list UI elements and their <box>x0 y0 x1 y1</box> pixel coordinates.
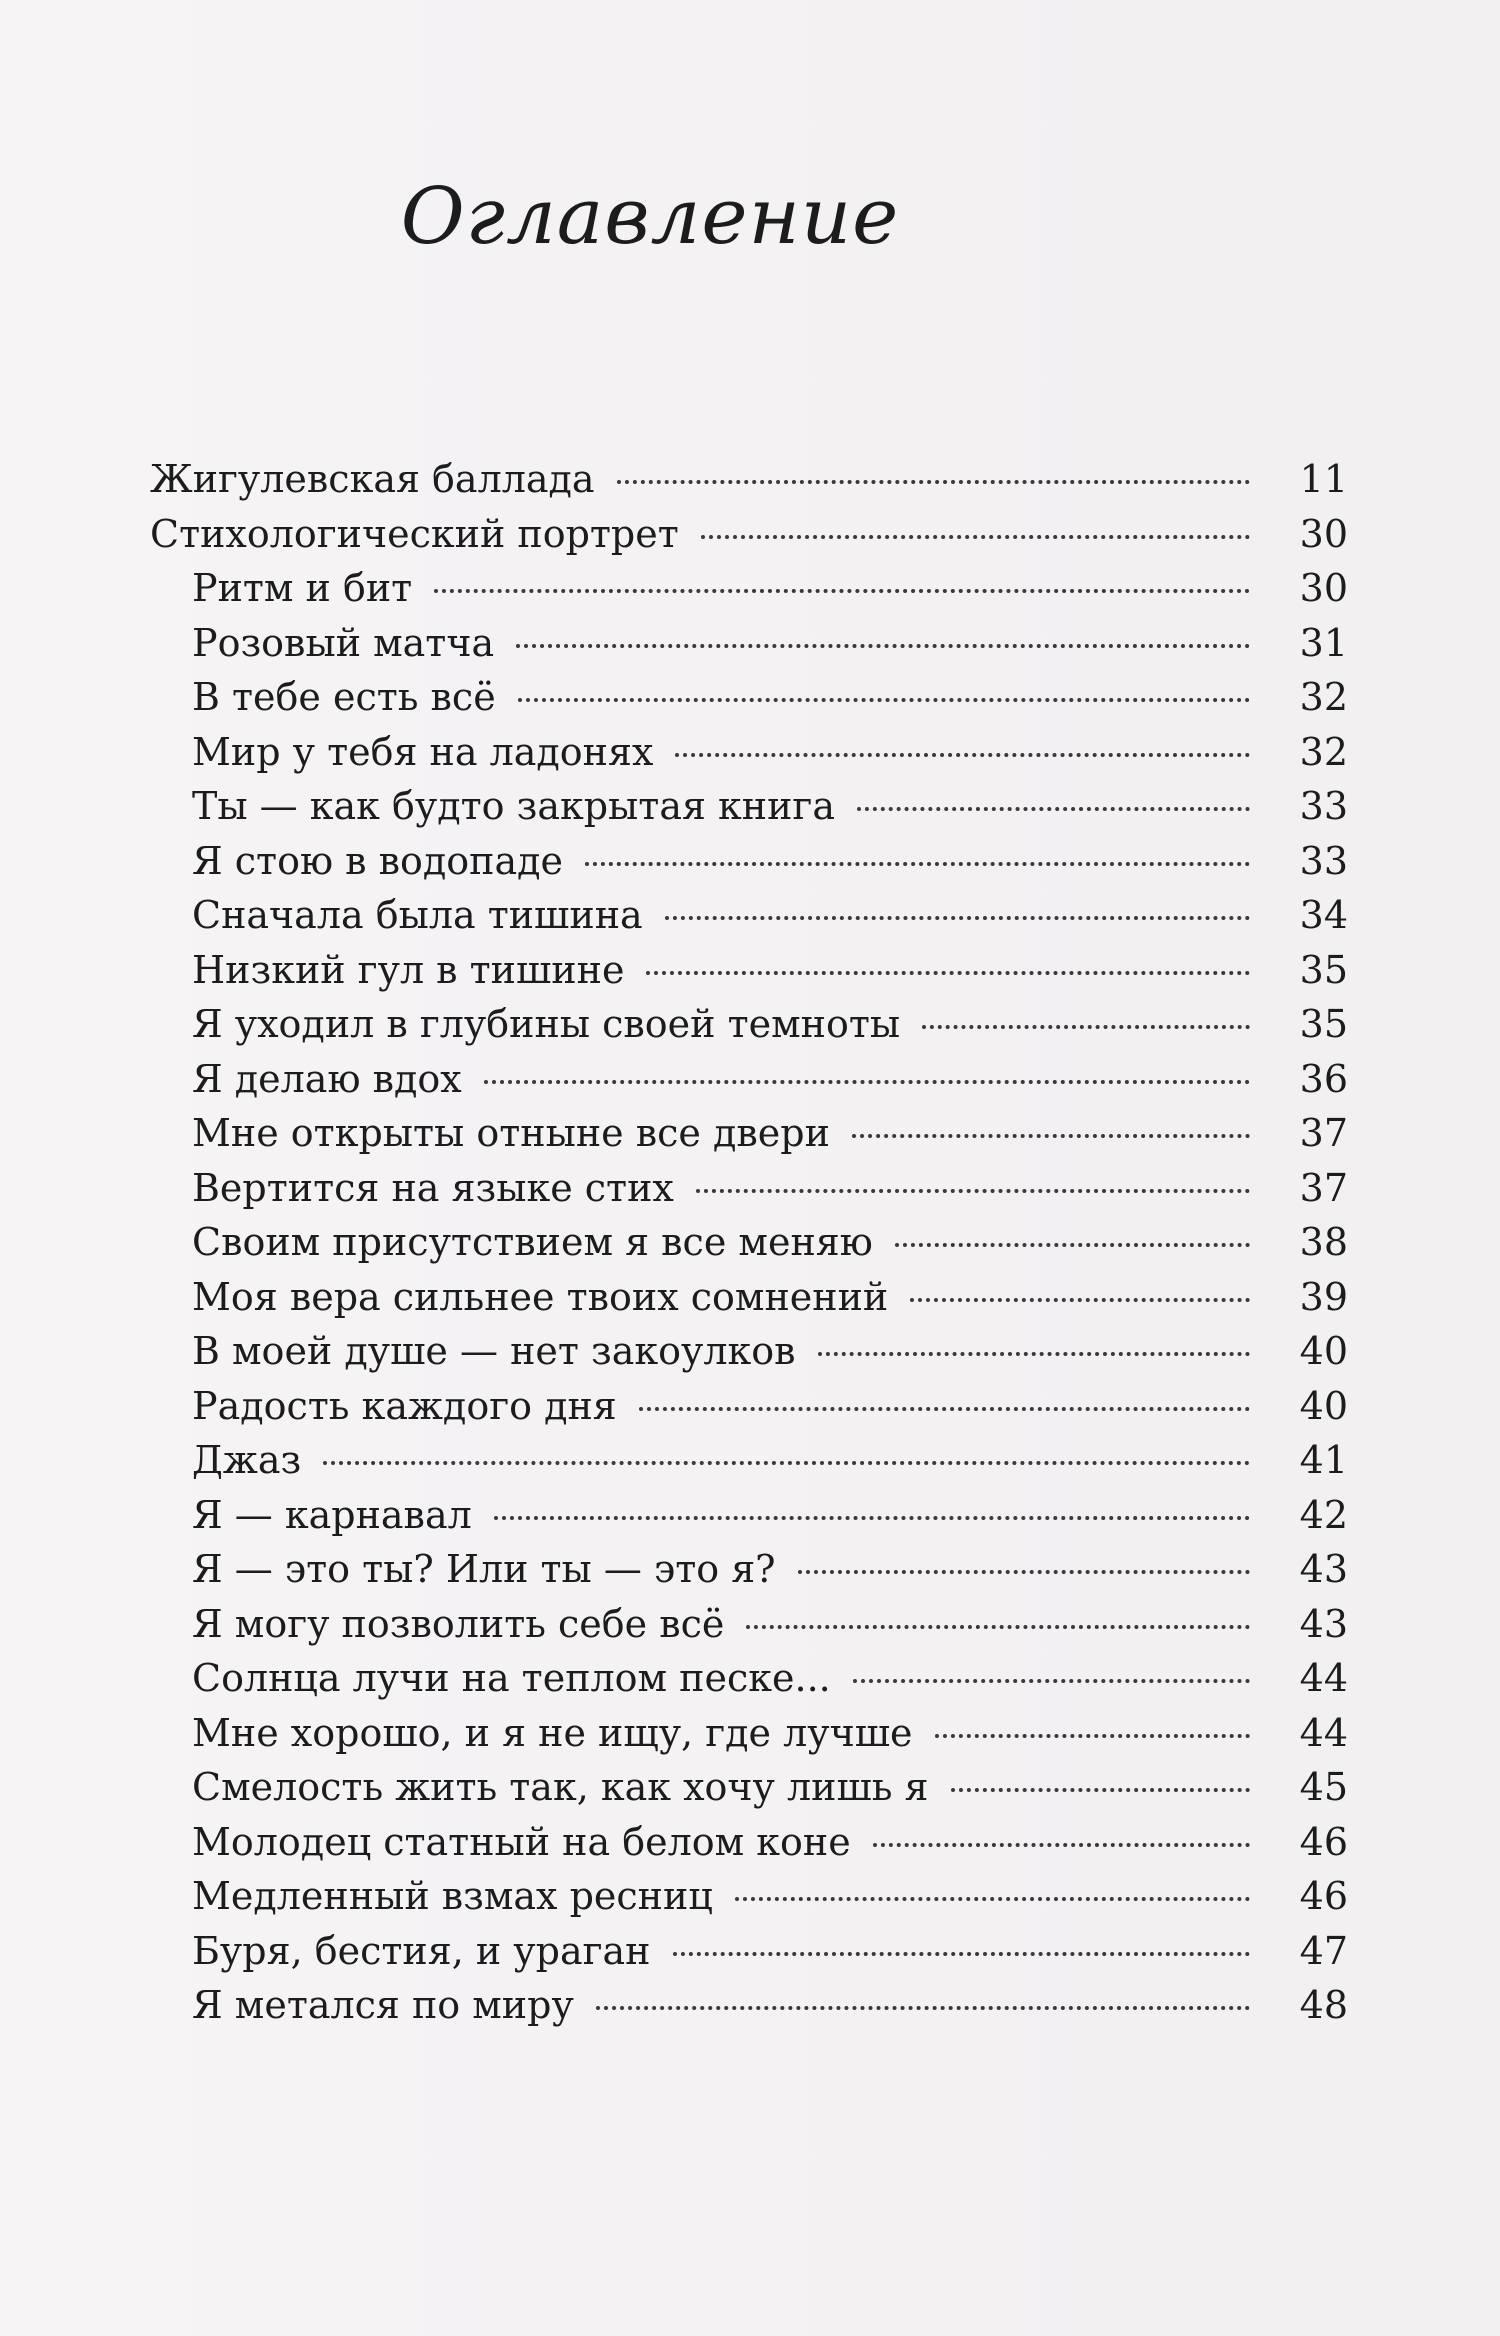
dot-leader <box>798 1570 1250 1574</box>
toc-entry-title: В моей душе — нет закоулков <box>192 1329 796 1373</box>
toc-entry-title: Джаз <box>192 1438 302 1482</box>
dot-leader <box>323 1461 1250 1465</box>
dot-leader <box>518 698 1250 702</box>
toc-entry-title: Ты — как будто закрытая книга <box>192 784 835 828</box>
toc-entry-title: Своим присутствием я все меняю <box>192 1220 873 1264</box>
dot-leader <box>696 1189 1250 1193</box>
toc-page-number: 30 <box>1299 511 1348 556</box>
toc-entry-title: Стихологический портрет <box>150 511 679 556</box>
toc-entry[interactable] <box>150 507 1348 562</box>
toc-page-number: 46 <box>1299 1874 1348 1918</box>
toc-page-number: 31 <box>1299 620 1348 665</box>
toc-page-number: 44 <box>1299 1710 1348 1755</box>
toc-entry[interactable] <box>150 779 1348 834</box>
dot-leader <box>484 1080 1250 1084</box>
toc-page-number: 39 <box>1299 1274 1348 1319</box>
toc-page-number: 44 <box>1299 1656 1348 1700</box>
toc-page-number: 38 <box>1299 1220 1348 1264</box>
toc-page-number: 42 <box>1299 1492 1348 1537</box>
dot-leader <box>646 971 1250 975</box>
dot-leader <box>951 1788 1250 1792</box>
toc-page-number: 37 <box>1299 1165 1348 1210</box>
toc-entry-title: Низкий гул в тишине <box>192 947 625 992</box>
toc-page-number: 36 <box>1299 1056 1348 1101</box>
dot-leader <box>596 2006 1250 2010</box>
toc-entry-title: Я стою в водопаде <box>192 838 564 883</box>
toc-page-number: 47 <box>1299 1928 1348 1973</box>
dot-leader <box>873 1843 1250 1847</box>
toc-entry[interactable] <box>150 1869 1348 1924</box>
toc-entry[interactable] <box>150 1978 1348 2033</box>
table-of-contents <box>150 452 1348 2033</box>
toc-entry-title: Розовый матча <box>192 620 495 665</box>
dot-leader <box>746 1625 1250 1629</box>
toc-entry[interactable] <box>150 1433 1348 1488</box>
toc-entry-title: Смелость жить так, как хочу лишь я <box>192 1765 929 1809</box>
toc-page-number: 37 <box>1299 1111 1348 1155</box>
toc-entry-title: Сначала была тишина <box>192 893 643 937</box>
toc-entry[interactable] <box>150 561 1348 616</box>
toc-entry[interactable] <box>150 1106 1348 1161</box>
toc-entry-title: Я уходил в глубины своей темноты <box>192 1002 901 1046</box>
toc-page-number: 33 <box>1299 838 1348 883</box>
dot-leader <box>922 1025 1250 1029</box>
toc-entry-title: Мир у тебя на ладонях <box>192 729 654 774</box>
toc-page-number: 48 <box>1299 1983 1348 2027</box>
toc-entry-title: Ритм и бит <box>192 566 413 610</box>
toc-entry[interactable] <box>150 1324 1348 1379</box>
toc-entry-title: Солнца лучи на теплом песке... <box>192 1656 831 1700</box>
dot-leader <box>516 644 1250 648</box>
toc-entry-title: Медленный взмах ресниц <box>192 1874 713 1918</box>
toc-entry[interactable] <box>150 616 1348 671</box>
toc-page-number: 34 <box>1299 893 1348 937</box>
toc-entry-title: Я делаю вдох <box>192 1056 462 1101</box>
toc-entry[interactable] <box>150 1161 1348 1216</box>
dot-leader <box>852 1134 1250 1138</box>
toc-entry[interactable] <box>150 670 1348 725</box>
toc-entry[interactable] <box>150 834 1348 889</box>
dot-leader <box>857 807 1250 811</box>
toc-entry[interactable] <box>150 1815 1348 1870</box>
dot-leader <box>701 535 1250 539</box>
toc-entry[interactable] <box>150 452 1348 507</box>
toc-page-number: 45 <box>1299 1765 1348 1809</box>
toc-entry-title: Я — это ты? Или ты — это я? <box>192 1547 776 1591</box>
toc-page-number: 43 <box>1299 1601 1348 1646</box>
toc-page-number: 46 <box>1299 1819 1348 1864</box>
dot-leader <box>735 1897 1250 1901</box>
toc-entry-title: Жигулевская баллада <box>150 457 595 501</box>
toc-entry-title: Буря, бестия, и ураган <box>192 1928 651 1973</box>
dot-leader <box>585 862 1250 866</box>
toc-entry-title: Вертится на языке стих <box>192 1165 674 1210</box>
dot-leader <box>434 589 1250 593</box>
toc-entry[interactable] <box>150 1052 1348 1107</box>
toc-entry[interactable] <box>150 725 1348 780</box>
toc-page-number: 35 <box>1299 947 1348 992</box>
dot-leader <box>910 1298 1250 1302</box>
toc-entry-title: Я могу позволить себе всё <box>192 1601 725 1646</box>
toc-page-number: 33 <box>1299 784 1348 828</box>
toc-page-number: 11 <box>1299 457 1348 501</box>
toc-page-number: 43 <box>1299 1547 1348 1591</box>
dot-leader <box>639 1407 1250 1411</box>
toc-entry-title: Я метался по миру <box>192 1983 574 2027</box>
dot-leader <box>675 753 1250 757</box>
toc-page-number: 32 <box>1299 675 1348 719</box>
dot-leader <box>665 916 1250 920</box>
dot-leader <box>818 1352 1250 1356</box>
toc-entry[interactable] <box>150 1379 1348 1434</box>
toc-entry[interactable] <box>150 1542 1348 1597</box>
toc-page-number: 40 <box>1299 1383 1348 1428</box>
toc-entry[interactable] <box>150 888 1348 943</box>
toc-page-number: 35 <box>1299 1002 1348 1046</box>
toc-entry-title: Радость каждого дня <box>192 1383 617 1428</box>
toc-entry-title: Молодец статный на белом коне <box>192 1819 851 1864</box>
toc-entry-title: Мне хорошо, и я не ищу, где лучше <box>192 1710 913 1755</box>
toc-entry[interactable] <box>150 943 1348 998</box>
dot-leader <box>494 1516 1250 1520</box>
toc-entry[interactable] <box>150 1924 1348 1979</box>
toc-entry[interactable] <box>150 1488 1348 1543</box>
dot-leader <box>617 480 1250 484</box>
toc-entry[interactable] <box>150 1706 1348 1761</box>
toc-page-number: 32 <box>1299 729 1348 774</box>
toc-page-number: 40 <box>1299 1329 1348 1373</box>
toc-entry[interactable] <box>150 1270 1348 1325</box>
toc-entry-title: Я — карнавал <box>192 1492 472 1537</box>
toc-entry[interactable] <box>150 1597 1348 1652</box>
toc-page-number: 41 <box>1299 1438 1348 1482</box>
toc-entry-title: В тебе есть всё <box>192 675 496 719</box>
toc-entry[interactable] <box>150 1760 1348 1815</box>
page-title: Оглавление <box>400 172 900 262</box>
toc-entry[interactable] <box>150 1215 1348 1270</box>
toc-entry-title: Моя вера сильнее твоих сомнений <box>192 1274 889 1319</box>
dot-leader <box>935 1734 1250 1738</box>
toc-entry[interactable] <box>150 997 1348 1052</box>
dot-leader <box>895 1243 1250 1247</box>
dot-leader <box>853 1679 1250 1683</box>
dot-leader <box>673 1952 1250 1956</box>
toc-entry[interactable] <box>150 1651 1348 1706</box>
toc-page-number: 30 <box>1299 566 1348 610</box>
toc-entry-title: Мне открыты отныне все двери <box>192 1111 830 1155</box>
